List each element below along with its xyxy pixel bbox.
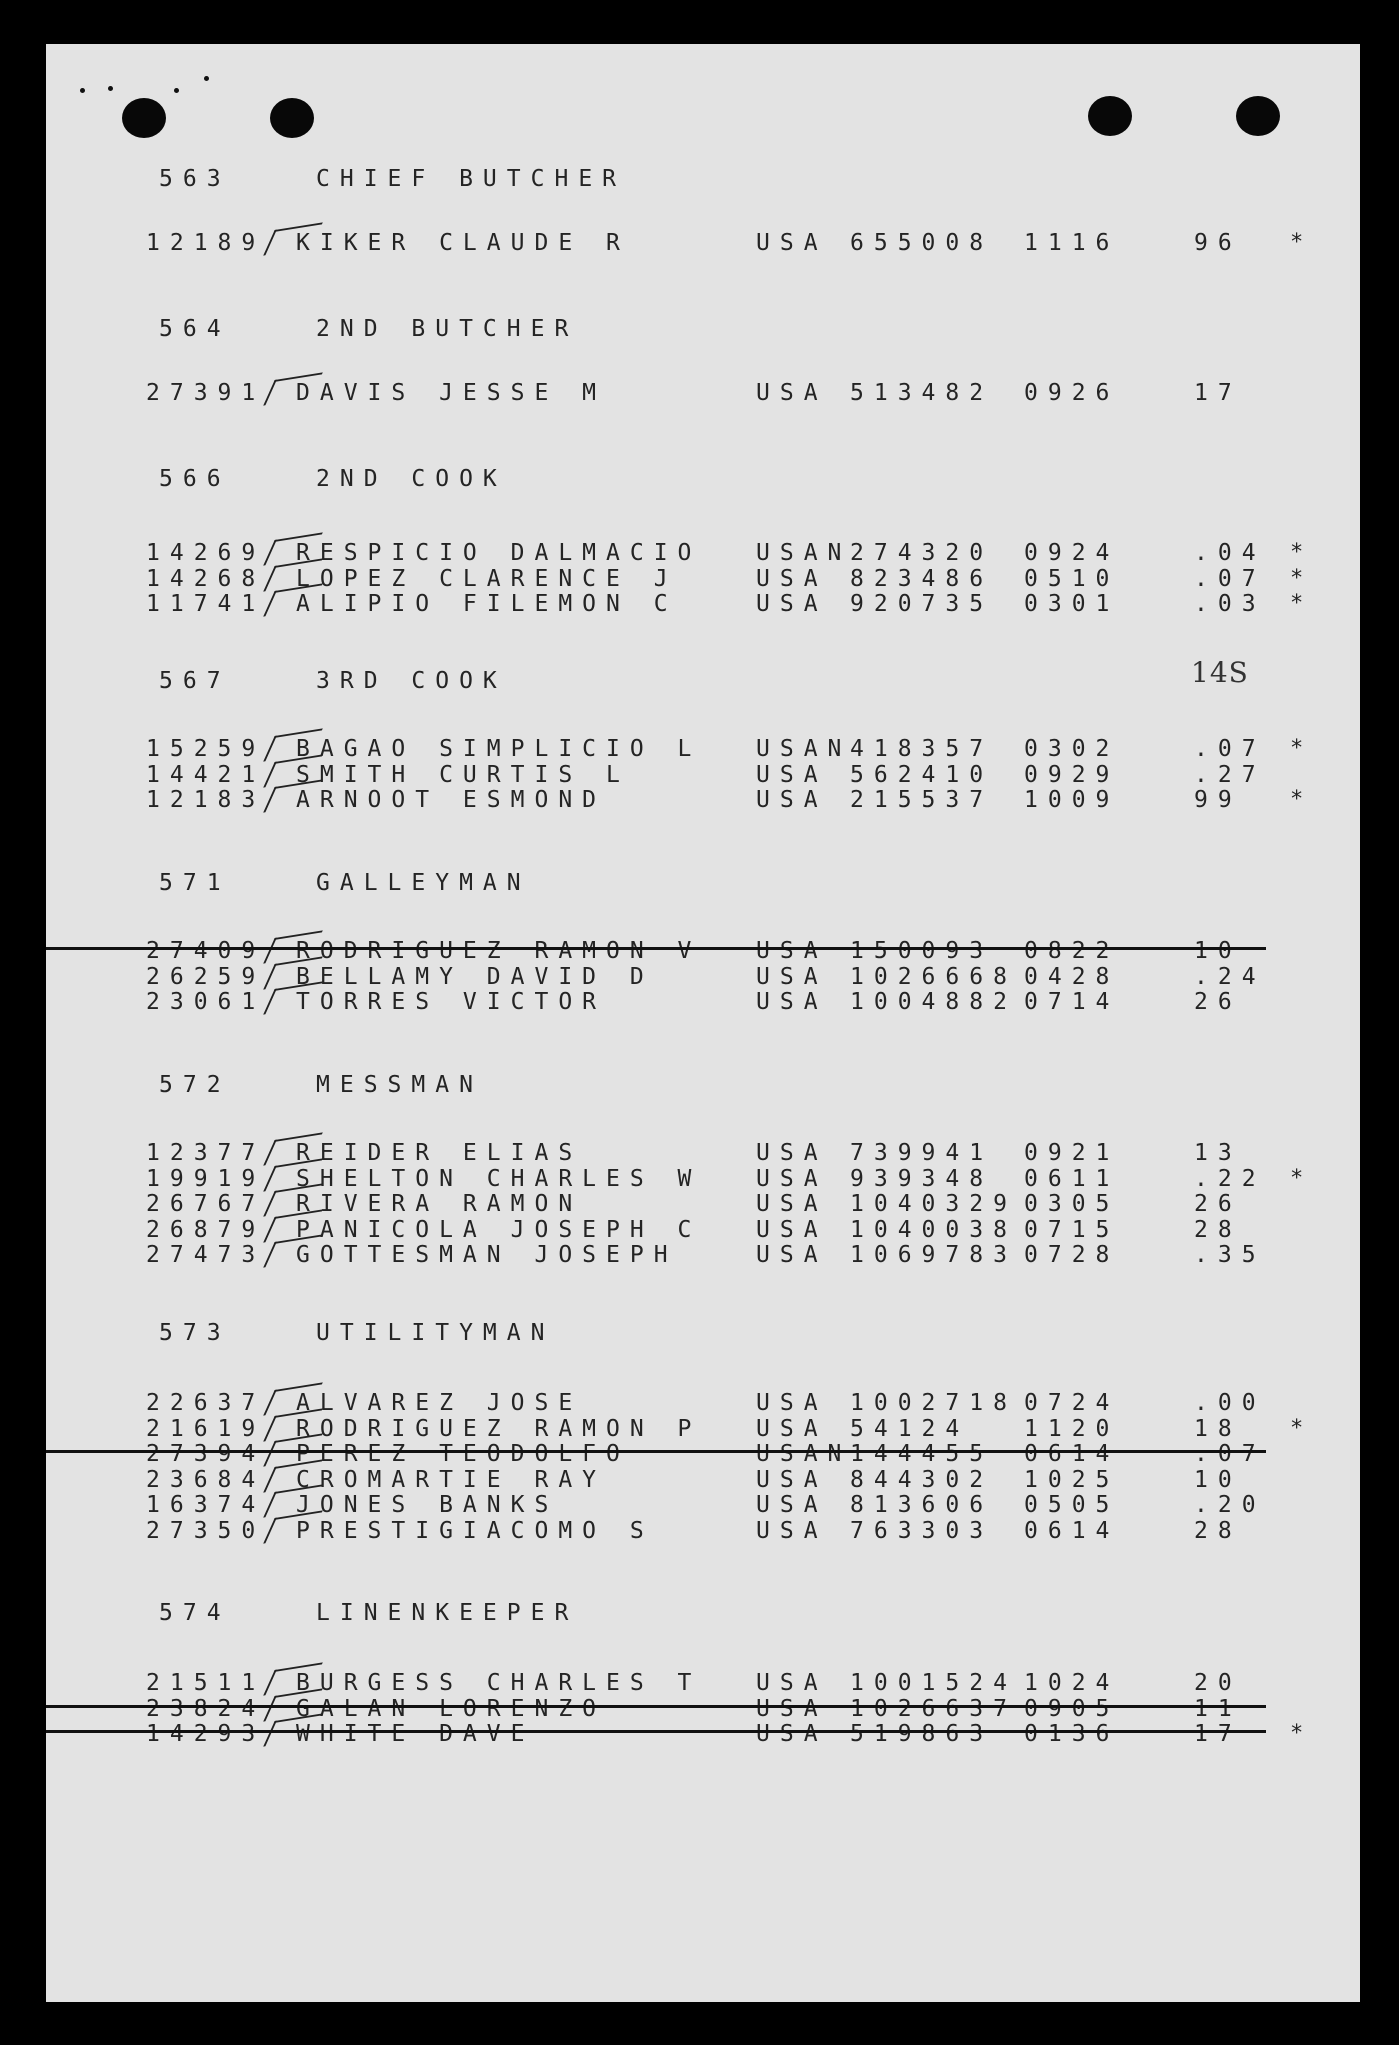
book-number: 22637 (146, 1390, 266, 1416)
seaman-name: ALIPIO FILEMON C (296, 591, 678, 617)
rating-code: 566 (159, 466, 231, 492)
seaman-name: WHITE DAVE (296, 1721, 535, 1747)
section-header (46, 1072, 1360, 1098)
date-code: 1024 (1024, 1670, 1120, 1696)
seaman-name: BURGESS CHARLES T (296, 1670, 702, 1696)
seaman-name: PANICOLA JOSEPH C (296, 1217, 702, 1243)
certificate-number: 150093 (850, 938, 994, 964)
book-number: 12377 (146, 1140, 266, 1166)
book-number: 26767 (146, 1191, 266, 1217)
date-code: 0905 (1024, 1696, 1120, 1722)
date-code: 0301 (1024, 591, 1120, 617)
date-code: 1116 (1024, 230, 1120, 256)
crew-row (46, 1670, 1360, 1696)
book-number: 26259 (146, 964, 266, 990)
crew-row (46, 591, 1360, 617)
rating-code: 572 (159, 1072, 231, 1098)
certificate-number: 655008 (850, 230, 994, 256)
asterisk-mark: * (1290, 540, 1304, 565)
date-code: 0715 (1024, 1217, 1120, 1243)
nationality: USA (756, 380, 828, 406)
date-code: 1009 (1024, 787, 1120, 813)
book-number: 14269 (146, 540, 266, 566)
book-number: 26879 (146, 1217, 266, 1243)
fraction-code: .35 (1194, 1242, 1266, 1268)
fraction-code: 17 (1194, 380, 1242, 406)
certificate-number: 920735 (850, 591, 994, 617)
seaman-name: GALAN LORENZO (296, 1696, 607, 1722)
nationality: USA (756, 1242, 828, 1268)
book-number: 12189 (146, 230, 266, 256)
nationality: USA (756, 230, 828, 256)
section-header (46, 1320, 1360, 1346)
crew-roster (46, 44, 1360, 2002)
book-number: 14421 (146, 762, 266, 788)
book-number: 12183 (146, 787, 266, 813)
nationality: USAN (756, 1441, 852, 1467)
fraction-code: .00 (1194, 1390, 1266, 1416)
date-code: 1025 (1024, 1467, 1120, 1493)
section-header (46, 870, 1360, 896)
certificate-number: 1004882 (850, 989, 1017, 1015)
fraction-code: 13 (1194, 1140, 1242, 1166)
certificate-number: 215537 (850, 787, 994, 813)
fraction-code: .04 (1194, 540, 1266, 566)
fraction-code: .22 (1194, 1166, 1266, 1192)
book-number: 23684 (146, 1467, 266, 1493)
seaman-name: SMITH CURTIS L (296, 762, 630, 788)
seaman-name: RODRIGUEZ RAMON V (296, 938, 702, 964)
nationality: USA (756, 1191, 828, 1217)
fraction-code: 96 (1194, 230, 1242, 256)
certificate-number: 54124 (850, 1416, 970, 1442)
date-code: 0728 (1024, 1242, 1120, 1268)
strikethrough-line (46, 1730, 1266, 1733)
certificate-number: 739941 (850, 1140, 994, 1166)
fraction-code: 18 (1194, 1416, 1242, 1442)
nationality: USA (756, 762, 828, 788)
nationality: USA (756, 1467, 828, 1493)
certificate-number: 519863 (850, 1721, 994, 1747)
certificate-number: 274320 (850, 540, 994, 566)
book-number: 27409 (146, 938, 266, 964)
nationality: USA (756, 1390, 828, 1416)
certificate-number: 513482 (850, 380, 994, 406)
seaman-name: RIVERA RAMON (296, 1191, 583, 1217)
rating-code: 573 (159, 1320, 231, 1346)
crew-row (46, 1696, 1360, 1722)
book-number: 15259 (146, 736, 266, 762)
crew-row (46, 1467, 1360, 1493)
crew-row (46, 1518, 1360, 1544)
seaman-name: LOPEZ CLARENCE J (296, 566, 678, 592)
crew-row (46, 1140, 1360, 1166)
rating-code: 567 (159, 668, 231, 694)
date-code: 0305 (1024, 1191, 1120, 1217)
section-header (46, 316, 1360, 342)
certificate-number: 813606 (850, 1492, 994, 1518)
book-number: 11741 (146, 591, 266, 617)
rating-title: 3RD COOK (316, 668, 507, 694)
book-number: 27394 (146, 1441, 266, 1467)
document-page (46, 44, 1360, 2002)
nationality: USA (756, 1492, 828, 1518)
seaman-name: CROMARTIE RAY (296, 1467, 607, 1493)
rating-code: 574 (159, 1600, 231, 1626)
certificate-number: 1069783 (850, 1242, 1017, 1268)
asterisk-mark: * (1290, 230, 1304, 255)
seaman-name: RESPICIO DALMACIO (296, 540, 702, 566)
fraction-code: 10 (1194, 938, 1242, 964)
fraction-code: 28 (1194, 1217, 1242, 1243)
date-code: 0614 (1024, 1518, 1120, 1544)
section-header (46, 166, 1360, 192)
book-number: 27350 (146, 1518, 266, 1544)
book-number: 27473 (146, 1242, 266, 1268)
nationality: USA (756, 1670, 828, 1696)
certificate-number: 1026668 (850, 964, 1017, 990)
crew-row (46, 964, 1360, 990)
date-code: 0510 (1024, 566, 1120, 592)
nationality: USA (756, 591, 828, 617)
date-code: 0921 (1024, 1140, 1120, 1166)
book-number: 21511 (146, 1670, 266, 1696)
nationality: USAN (756, 736, 852, 762)
crew-row (46, 1416, 1360, 1442)
fraction-code: .07 (1194, 1441, 1266, 1467)
date-code: 1120 (1024, 1416, 1120, 1442)
asterisk-mark: * (1290, 736, 1304, 761)
nationality: USA (756, 1217, 828, 1243)
crew-row (46, 762, 1360, 788)
seaman-name: BELLAMY DAVID D (296, 964, 654, 990)
book-number: 23824 (146, 1696, 266, 1722)
rating-title: MESSMAN (316, 1072, 483, 1098)
asterisk-mark: * (1290, 787, 1304, 812)
crew-row (46, 540, 1360, 566)
seaman-name: PEREZ TEODOLFO (296, 1441, 630, 1467)
crew-row (46, 938, 1360, 964)
certificate-number: 144455 (850, 1441, 994, 1467)
date-code: 0302 (1024, 736, 1120, 762)
fraction-code: .27 (1194, 762, 1266, 788)
fraction-code: .20 (1194, 1492, 1266, 1518)
book-number: 19919 (146, 1166, 266, 1192)
nationality: USA (756, 566, 828, 592)
nationality: USA (756, 1166, 828, 1192)
rating-title: GALLEYMAN (316, 870, 531, 896)
certificate-number: 823486 (850, 566, 994, 592)
seaman-name: JONES BANKS (296, 1492, 559, 1518)
nationality: USA (756, 1416, 828, 1442)
date-code: 0505 (1024, 1492, 1120, 1518)
book-number: 21619 (146, 1416, 266, 1442)
certificate-number: 1026637 (850, 1696, 1017, 1722)
seaman-name: ALVAREZ JOSE (296, 1390, 583, 1416)
nationality: USA (756, 787, 828, 813)
date-code: 0428 (1024, 964, 1120, 990)
date-code: 0924 (1024, 540, 1120, 566)
book-number: 27391 (146, 380, 266, 406)
crew-row (46, 787, 1360, 813)
section-header (46, 1600, 1360, 1626)
nationality: USA (756, 964, 828, 990)
date-code: 0614 (1024, 1441, 1120, 1467)
certificate-number: 562410 (850, 762, 994, 788)
seaman-name: BAGAO SIMPLICIO L (296, 736, 702, 762)
crew-row (46, 1441, 1360, 1467)
strikethrough-line (46, 947, 1266, 950)
seaman-name: SHELTON CHARLES W (296, 1166, 702, 1192)
fraction-code: 20 (1194, 1670, 1242, 1696)
rating-title: LINENKEEPER (316, 1600, 579, 1626)
asterisk-mark: * (1290, 1416, 1304, 1441)
rating-code: 563 (159, 166, 231, 192)
seaman-name: DAVIS JESSE M (296, 380, 607, 406)
certificate-number: 763303 (850, 1518, 994, 1544)
book-number: 14293 (146, 1721, 266, 1747)
date-code: 0714 (1024, 989, 1120, 1015)
date-code: 0822 (1024, 938, 1120, 964)
asterisk-mark: * (1290, 591, 1304, 616)
date-code: 0136 (1024, 1721, 1120, 1747)
date-code: 0926 (1024, 380, 1120, 406)
seaman-name: REIDER ELIAS (296, 1140, 583, 1166)
fraction-code: 26 (1194, 1191, 1242, 1217)
seaman-name: TORRES VICTOR (296, 989, 607, 1015)
fraction-code: .07 (1194, 566, 1266, 592)
crew-row (46, 1390, 1360, 1416)
section-header (46, 466, 1360, 492)
date-code: 0611 (1024, 1166, 1120, 1192)
rating-title: 2ND COOK (316, 466, 507, 492)
nationality: USA (756, 1696, 828, 1722)
seaman-name: PRESTIGIACOMO S (296, 1518, 654, 1544)
fraction-code: 99 (1194, 787, 1242, 813)
nationality: USA (756, 1518, 828, 1544)
asterisk-mark: * (1290, 566, 1304, 591)
nationality: USA (756, 989, 828, 1015)
date-code: 0929 (1024, 762, 1120, 788)
crew-row (46, 380, 1360, 406)
crew-row (46, 230, 1360, 256)
fraction-code: .07 (1194, 736, 1266, 762)
crew-row (46, 1191, 1360, 1217)
nationality: USA (756, 938, 828, 964)
book-number: 14268 (146, 566, 266, 592)
rating-code: 564 (159, 316, 231, 342)
fraction-code: 26 (1194, 989, 1242, 1015)
fraction-code: 17 (1194, 1721, 1242, 1747)
crew-row (46, 989, 1360, 1015)
fraction-code: .03 (1194, 591, 1266, 617)
certificate-number: 939348 (850, 1166, 994, 1192)
certificate-number: 1040329 (850, 1191, 1017, 1217)
strikethrough-line (46, 1705, 1266, 1708)
rating-title: 2ND BUTCHER (316, 316, 579, 342)
certificate-number: 418357 (850, 736, 994, 762)
book-number: 16374 (146, 1492, 266, 1518)
certificate-number: 1040038 (850, 1217, 1017, 1243)
fraction-code: 11 (1194, 1696, 1242, 1722)
rating-title: CHIEF BUTCHER (316, 166, 627, 192)
fraction-code: .24 (1194, 964, 1266, 990)
asterisk-mark: * (1290, 1721, 1304, 1746)
seaman-name: GOTTESMAN JOSEPH (296, 1242, 678, 1268)
seaman-name: RODRIGUEZ RAMON P (296, 1416, 702, 1442)
crew-row (46, 1492, 1360, 1518)
section-header (46, 668, 1360, 694)
seaman-name: KIKER CLAUDE R (296, 230, 630, 256)
crew-row (46, 736, 1360, 762)
strikethrough-line (46, 1450, 1266, 1453)
rating-title: UTILITYMAN (316, 1320, 555, 1346)
certificate-number: 844302 (850, 1467, 994, 1493)
crew-row (46, 1166, 1360, 1192)
fraction-code: 28 (1194, 1518, 1242, 1544)
nationality: USA (756, 1721, 828, 1747)
crew-row (46, 566, 1360, 592)
crew-row (46, 1217, 1360, 1243)
rating-code: 571 (159, 870, 231, 896)
nationality: USAN (756, 540, 852, 566)
date-code: 0724 (1024, 1390, 1120, 1416)
nationality: USA (756, 1140, 828, 1166)
asterisk-mark: * (1290, 1166, 1304, 1191)
fraction-code: 10 (1194, 1467, 1242, 1493)
crew-row (46, 1242, 1360, 1268)
handwritten-note: 14S (1191, 656, 1249, 689)
crew-row (46, 1721, 1360, 1747)
certificate-number: 1001524 (850, 1670, 1017, 1696)
seaman-name: ARNOOT ESMOND (296, 787, 607, 813)
book-number: 23061 (146, 989, 266, 1015)
certificate-number: 1002718 (850, 1390, 1017, 1416)
